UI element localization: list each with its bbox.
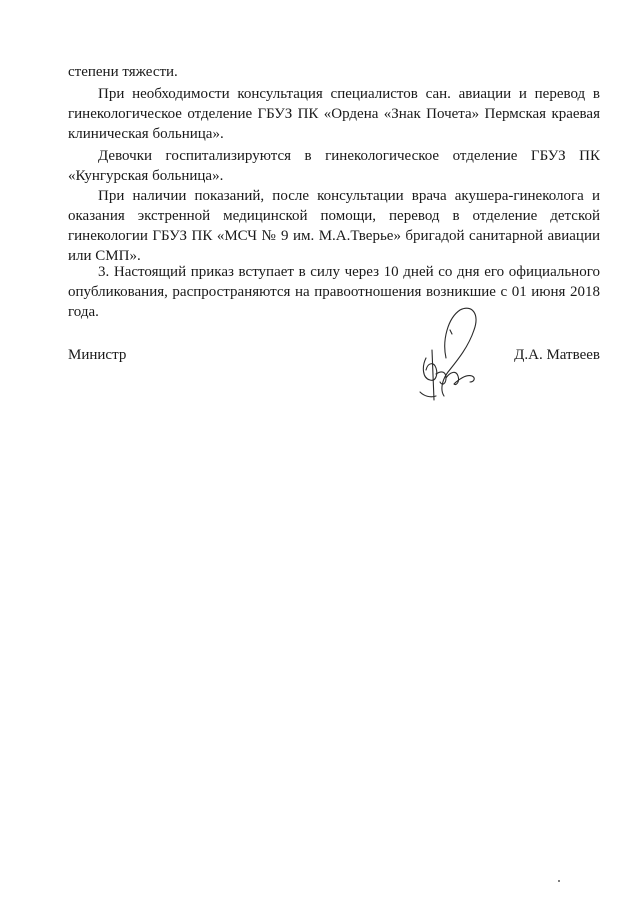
paragraph-transfer bbox=[68, 186, 600, 266]
paragraph-continuation bbox=[68, 62, 600, 82]
signer-title: Министр bbox=[68, 347, 127, 363]
paragraph: степени тяжести. bbox=[68, 64, 178, 80]
signer-name: Д.А. Матвеев bbox=[514, 347, 600, 363]
signature-row bbox=[68, 347, 600, 377]
paragraph: При наличии показаний, после консультации врача акушера-гинеколога и оказания экстренной медицинской помощи, перевод в отделение детской гинекологии ГБУЗ ПК «МСЧ № 9 им. М.А.Тверье» бригадой санитарной авиации или СМП». bbox=[68, 188, 600, 264]
paragraph: 3. Настоящий приказ вступает в силу через 10 дней со дня его официального опубликования, распространяются на правоотношения возникшие с 01 июня 2018 года. bbox=[68, 264, 600, 320]
paragraph: Девочки госпитализируются в гинекологическое отделение ГБУЗ ПК «Кунгурская больница». bbox=[68, 148, 600, 184]
paragraph: При необходимости консультация специалистов сан. авиации и перевод в гинекологическое отделение ГБУЗ ПК «Ордена «Знак Почета» Пермская краевая клиническая больница». bbox=[68, 86, 600, 142]
paragraph-sanaviation bbox=[68, 84, 600, 144]
scan-speck bbox=[558, 880, 560, 882]
handwritten-signature bbox=[412, 300, 488, 410]
paragraph-effective-date bbox=[68, 262, 600, 322]
paragraph-girls-hospitalization bbox=[68, 146, 600, 186]
